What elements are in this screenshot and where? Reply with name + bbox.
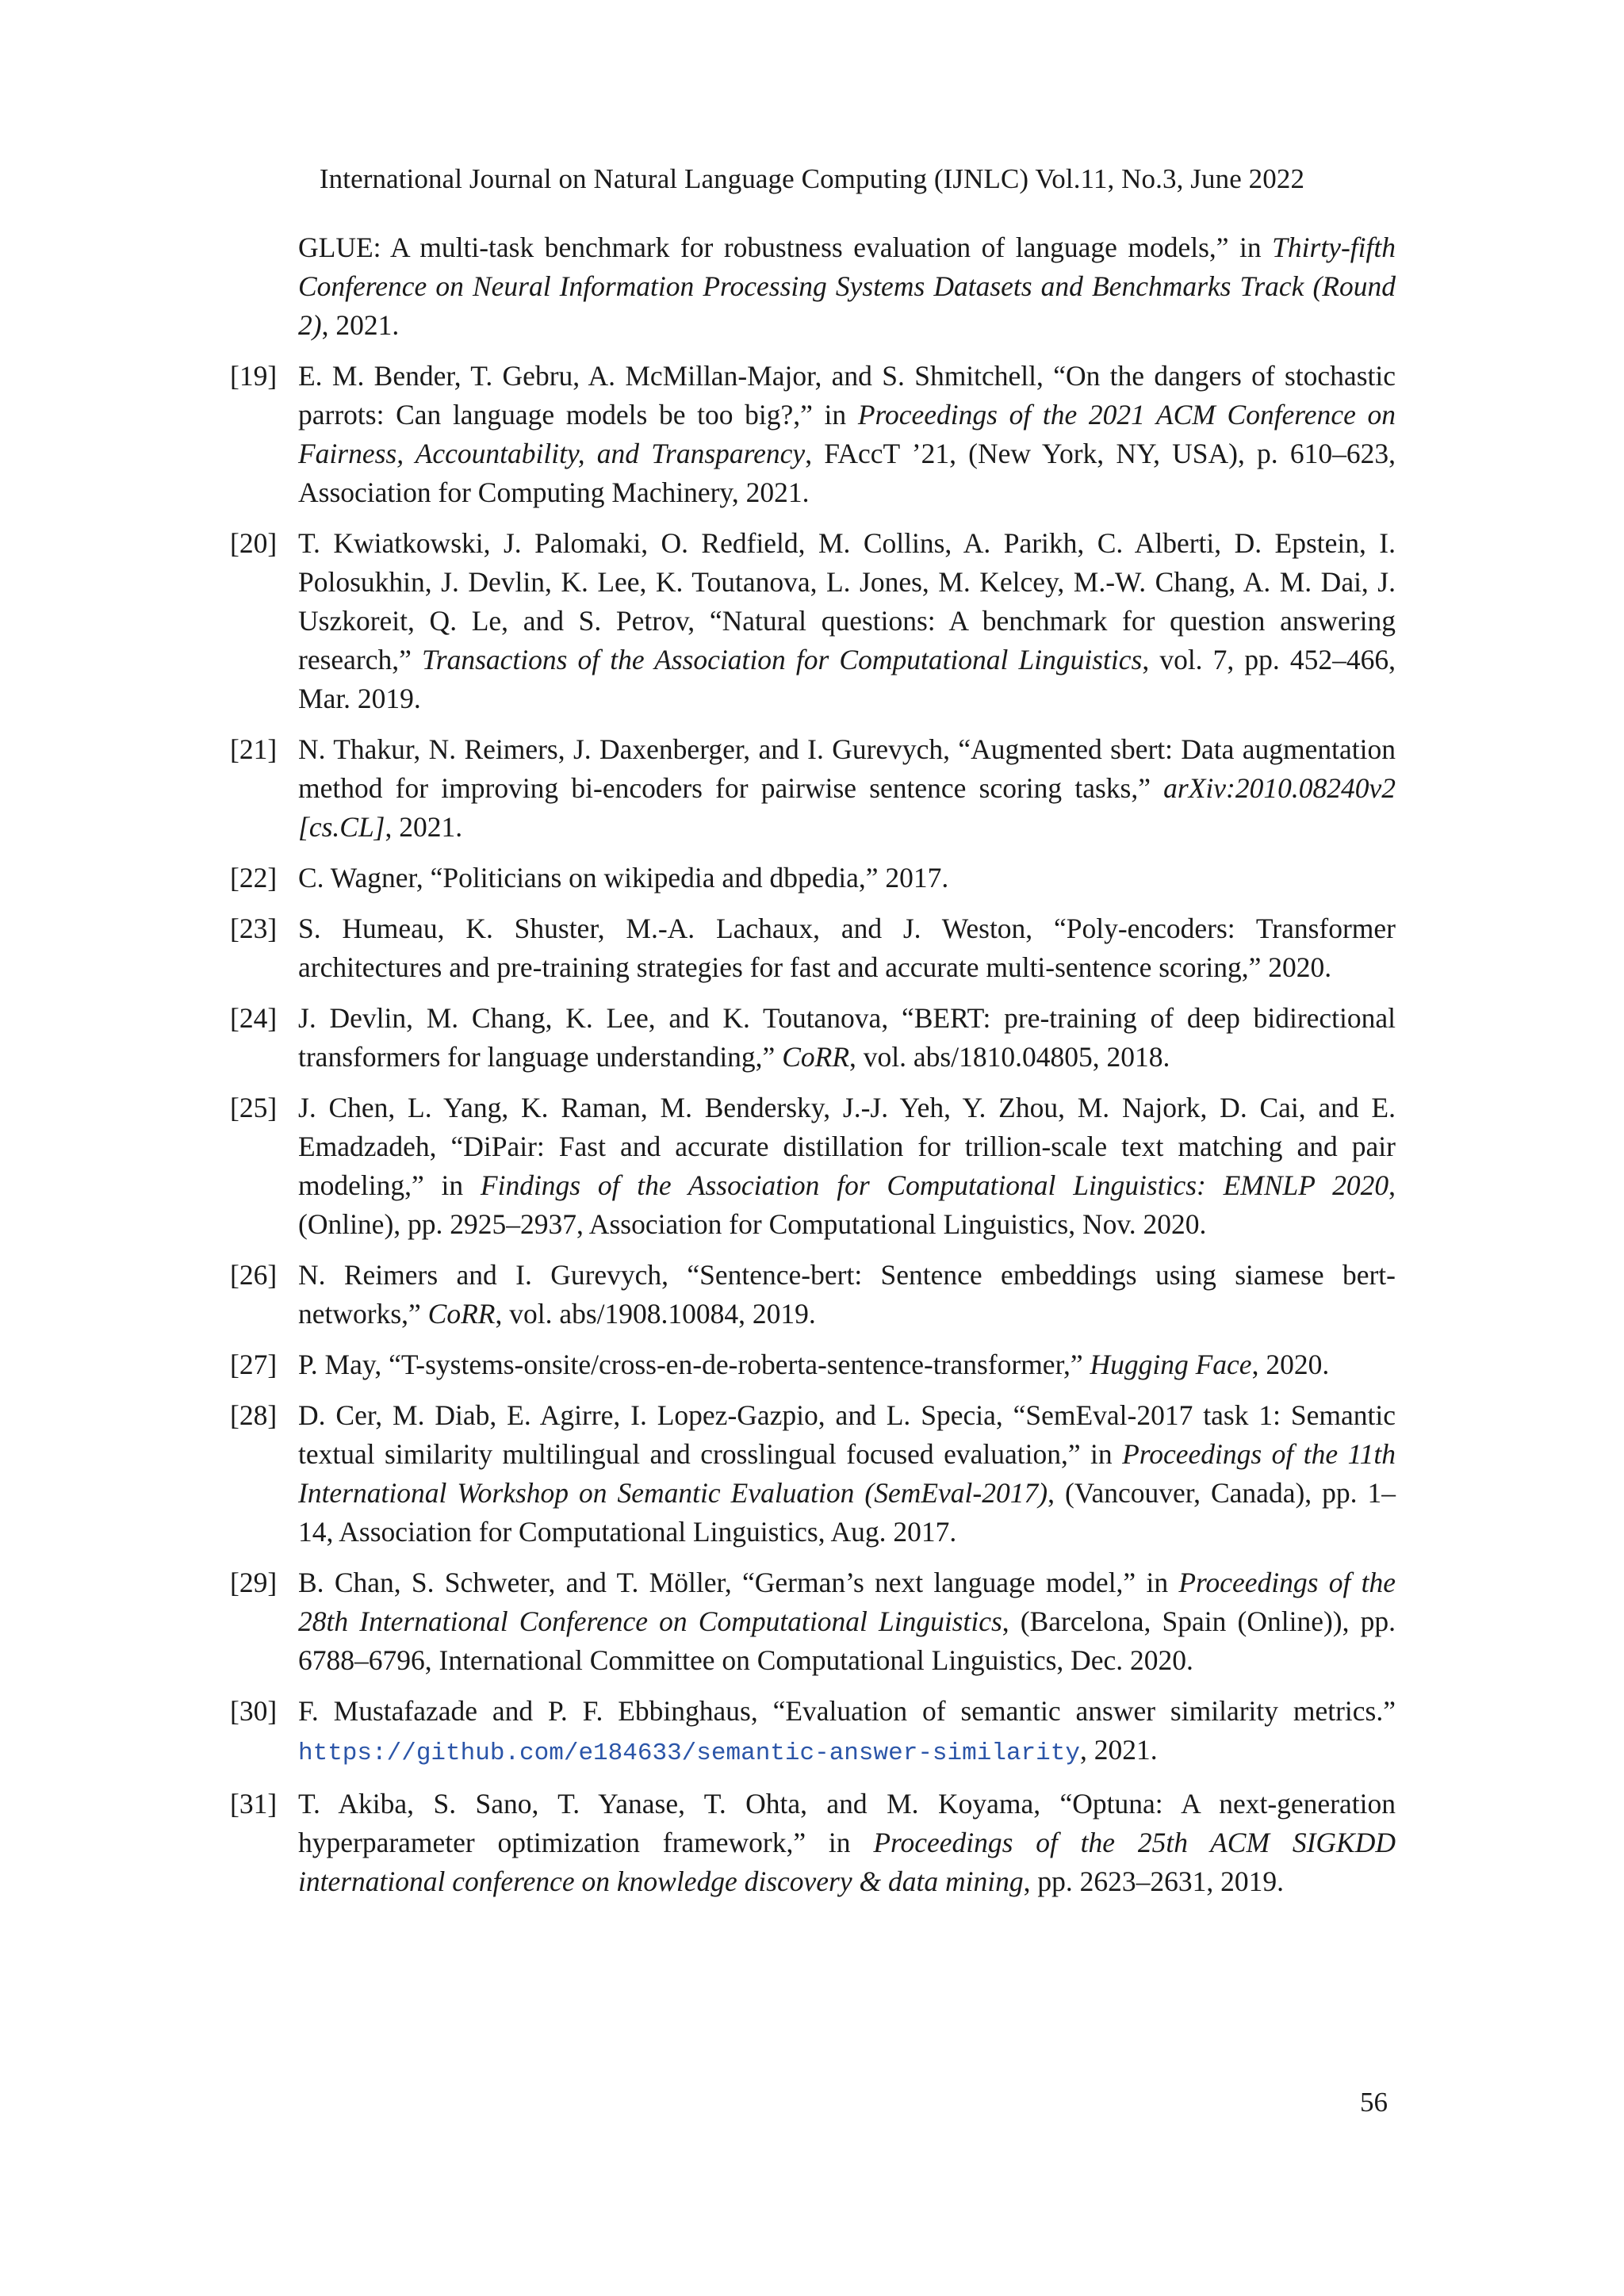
reference-number: [29] bbox=[230, 1567, 278, 1598]
reference-number: [20] bbox=[230, 527, 278, 559]
reference-item bbox=[230, 1563, 1396, 1680]
reference-segment: , 2021. bbox=[385, 811, 463, 843]
reference-venue: Transactions of the Association for Computational Linguistics bbox=[421, 644, 1143, 675]
reference-segment: , 2021. bbox=[1079, 1734, 1158, 1766]
reference-text bbox=[298, 999, 1396, 1077]
reference-segment: J. Devlin, M. Chang, K. Lee, and K. Toutanova, “BERT: pre-training of deep bidirectional transformers for language understanding,” bbox=[298, 1002, 1396, 1073]
reference-venue: Hugging Face bbox=[1090, 1349, 1252, 1380]
reference-venue: CoRR bbox=[782, 1041, 850, 1073]
reference-segment: , vol. 7, pp. 452–466, Mar. 2019. bbox=[298, 644, 1396, 714]
reference-segment: C. Wagner, “Politicians on wikipedia and dbpedia,” 2017. bbox=[298, 862, 949, 894]
reference-venue: Thirty-fifth Conference on Neural Information Processing Systems Datasets and Benchmarks Track (Round 2) bbox=[298, 232, 1396, 341]
reference-segment: GLUE: A multi-task benchmark for robustness evaluation of language models,” in bbox=[298, 232, 1273, 263]
reference-segment: P. May, “T-systems-onsite/cross-en-de-roberta-sentence-transformer,” bbox=[298, 1349, 1090, 1380]
reference-venue: CoRR bbox=[427, 1298, 496, 1330]
reference-text bbox=[298, 1345, 1396, 1384]
reference-continuation bbox=[230, 228, 1396, 345]
reference-number: [19] bbox=[230, 360, 278, 392]
reference-segment: B. Chan, S. Schweter, and T. Möller, “German’s next language model,” in bbox=[298, 1567, 1179, 1598]
reference-segment: J. Chen, L. Yang, K. Raman, M. Bendersky, J.-J. Yeh, Y. Zhou, M. Najork, D. Cai, and E. Emadzadeh, “DiPair: Fast and accurate distillation for trillion-scale text matching and pair modeling,” in bbox=[298, 1092, 1396, 1201]
reference-segment: , pp. 2623–2631, 2019. bbox=[1023, 1866, 1284, 1897]
reference-number: [23] bbox=[230, 913, 278, 944]
reference-item bbox=[230, 524, 1396, 718]
reference-segment: , 2020. bbox=[1251, 1349, 1330, 1380]
reference-item bbox=[230, 999, 1396, 1077]
reference-text bbox=[298, 357, 1396, 512]
reference-segment: , vol. abs/1908.10084, 2019. bbox=[495, 1298, 816, 1330]
reference-text bbox=[298, 1563, 1396, 1680]
reference-segment: E. M. Bender, T. Gebru, A. McMillan-Major, and S. Shmitchell, “On the dangers of stochastic parrots: Can language models be too big?,” in bbox=[298, 360, 1396, 430]
reference-text bbox=[298, 909, 1396, 987]
reference-segment: , (Barcelona, Spain (Online)), pp. 6788–6796, International Committee on Computational Linguistics, Dec. 2020. bbox=[298, 1605, 1396, 1676]
reference-item bbox=[230, 730, 1396, 847]
reference-segment: N. Thakur, N. Reimers, J. Daxenberger, and I. Gurevych, “Augmented sbert: Data augmentation method for improving bi-encoders for pairwise sentence scoring tasks,” bbox=[298, 733, 1396, 804]
reference-text bbox=[298, 1692, 1396, 1773]
reference-number: [28] bbox=[230, 1399, 278, 1431]
reference-segment: T. Akiba, S. Sano, T. Yanase, T. Ohta, and M. Koyama, “Optuna: A next-generation hyperparameter optimization framework,” in bbox=[298, 1788, 1396, 1858]
reference-venue: Findings of the Association for Computational Linguistics: EMNLP 2020 bbox=[480, 1169, 1389, 1201]
reference-number: [26] bbox=[230, 1259, 278, 1291]
reference-item bbox=[230, 1396, 1396, 1552]
reference-item bbox=[230, 1785, 1396, 1901]
reference-venue: Proceedings of the 25th ACM SIGKDD international conference on knowledge discovery & data mining bbox=[298, 1827, 1396, 1897]
reference-number: [24] bbox=[230, 1002, 278, 1034]
reference-link[interactable]: https://github.com/e184633/semantic-answer-similarity bbox=[298, 1739, 1080, 1767]
reference-number: [22] bbox=[230, 862, 278, 894]
reference-item bbox=[230, 859, 1396, 897]
reference-segment: , 2021. bbox=[321, 309, 400, 341]
reference-venue: Proceedings of the 11th International Workshop on Semantic Evaluation (SemEval-2017) bbox=[298, 1438, 1396, 1509]
reference-text bbox=[298, 1256, 1396, 1334]
reference-venue: arXiv:2010.08240v2 [cs.CL] bbox=[298, 772, 1396, 843]
reference-segment: , vol. abs/1810.04805, 2018. bbox=[849, 1041, 1170, 1073]
reference-segment: , (Online), pp. 2925–2937, Association for Computational Linguistics, Nov. 2020. bbox=[298, 1169, 1396, 1240]
reference-number: [30] bbox=[230, 1695, 278, 1727]
reference-text bbox=[298, 859, 1396, 897]
running-header: International Journal on Natural Language Computing (IJNLC) Vol.11, No.3, June 2022 bbox=[319, 163, 1305, 194]
reference-text bbox=[298, 1785, 1396, 1901]
reference-segment: D. Cer, M. Diab, E. Agirre, I. Lopez-Gazpio, and L. Specia, “SemEval-2017 task 1: Semantic textual similarity multilingual and crosslingual focused evaluation,” in bbox=[298, 1399, 1396, 1470]
reference-item bbox=[230, 1345, 1396, 1384]
reference-number: [31] bbox=[230, 1788, 278, 1820]
reference-number: [21] bbox=[230, 733, 278, 765]
reference-number: [27] bbox=[230, 1349, 278, 1380]
reference-segment: S. Humeau, K. Shuster, M.-A. Lachaux, and J. Weston, “Poly-encoders: Transformer architectures and pre-training strategies for fast and accurate multi-sentence scoring,” 2020. bbox=[298, 913, 1396, 983]
reference-item bbox=[230, 357, 1396, 512]
reference-item bbox=[230, 1089, 1396, 1244]
reference-text bbox=[298, 1396, 1396, 1552]
reference-item bbox=[230, 1692, 1396, 1773]
reference-segment: , (Vancouver, Canada), pp. 1–14, Association for Computational Linguistics, Aug. 2017. bbox=[298, 1477, 1396, 1548]
reference-segment: T. Kwiatkowski, J. Palomaki, O. Redfield, M. Collins, A. Parikh, C. Alberti, D. Epstein, I. Polosukhin, J. Devlin, K. Lee, K. Toutanova, L. Jones, M. Kelcey, M.-W. Chang, A. M. Dai, J. Uszkoreit, Q. Le, and S. Petrov, “Natural questions: A benchmark for question answering research,” bbox=[298, 527, 1396, 675]
reference-item bbox=[230, 909, 1396, 987]
reference-segment: N. Reimers and I. Gurevych, “Sentence-bert: Sentence embeddings using siamese bert-networks,” bbox=[298, 1259, 1396, 1330]
reference-number: [25] bbox=[230, 1092, 278, 1123]
reference-text bbox=[298, 1089, 1396, 1244]
reference-text bbox=[298, 730, 1396, 847]
reference-text bbox=[298, 228, 1396, 345]
reference-list bbox=[230, 228, 1396, 1913]
page-number: 56 bbox=[1360, 2087, 1388, 2118]
reference-segment: , FAccT ’21, (New York, NY, USA), p. 610–623, Association for Computing Machinery, 2021. bbox=[298, 438, 1396, 508]
reference-entries bbox=[230, 357, 1396, 1901]
reference-text bbox=[298, 524, 1396, 718]
reference-segment: F. Mustafazade and P. F. Ebbinghaus, “Evaluation of semantic answer similarity metrics.” bbox=[298, 1695, 1396, 1727]
reference-venue: Proceedings of the 2021 ACM Conference on Fairness, Accountability, and Transparency bbox=[298, 399, 1396, 469]
reference-venue: Proceedings of the 28th International Conference on Computational Linguistics bbox=[298, 1567, 1396, 1637]
reference-item bbox=[230, 1256, 1396, 1334]
